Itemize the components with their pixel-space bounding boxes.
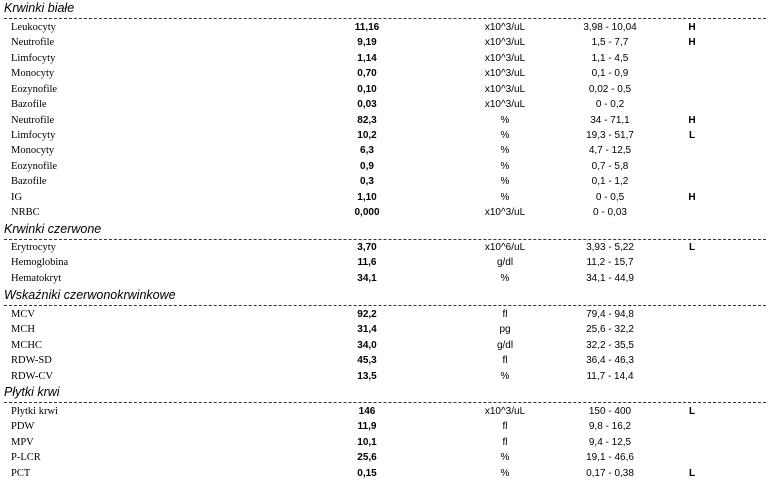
- result-row: [0, 466, 783, 481]
- abnormal-flag: H: [688, 114, 696, 126]
- result-row: [0, 450, 783, 465]
- result-value: 34,0: [357, 339, 377, 351]
- result-unit: x10^3/uL: [484, 83, 526, 95]
- result-unit: g/dl: [496, 257, 514, 269]
- abnormal-flag: [680, 322, 704, 337]
- result-row: [0, 338, 783, 353]
- result-row: [0, 307, 783, 322]
- result-row: [0, 419, 783, 434]
- abnormal-flag: H: [688, 22, 696, 33]
- result-value: 9,19: [357, 37, 377, 49]
- result-row: [0, 353, 783, 368]
- result-unit: fl: [502, 436, 508, 448]
- abnormal-flag: L: [688, 129, 696, 141]
- test-name: Neutrofile: [11, 37, 55, 49]
- test-name: MCHC: [11, 339, 42, 351]
- result-value: 0,15: [357, 467, 377, 479]
- result-unit: x10^3/uL: [484, 406, 526, 417]
- result-unit: x10^3/uL: [484, 207, 526, 219]
- test-name: Limfocyty: [11, 52, 56, 64]
- result-row: [0, 174, 783, 189]
- result-row: [0, 66, 783, 81]
- test-name: P-LCR: [11, 452, 41, 464]
- result-unit: %: [500, 191, 510, 203]
- result-value: 11,9: [357, 421, 377, 433]
- reference-range: 0,7 - 5,8: [591, 160, 629, 172]
- result-value: 34,1: [357, 272, 377, 284]
- result-row: [0, 322, 783, 337]
- result-row: [0, 190, 783, 205]
- result-value: 10,1: [357, 436, 377, 448]
- test-name: Bazofile: [11, 99, 47, 111]
- result-value: 11,16: [354, 22, 380, 33]
- result-unit: fl: [502, 421, 508, 433]
- result-row: [0, 20, 783, 35]
- result-value: 1,14: [357, 52, 377, 64]
- result-unit: x10^3/uL: [484, 68, 526, 80]
- result-value: 0,03: [357, 99, 377, 111]
- result-row: [0, 205, 783, 220]
- result-value: 11,6: [357, 257, 377, 269]
- section-white-cells-title: Krwinki białe: [4, 1, 75, 15]
- test-name: Monocyty: [11, 68, 55, 80]
- result-row: [0, 143, 783, 158]
- reference-range: 11,7 - 14,4: [586, 370, 634, 382]
- test-name: Bazofile: [11, 176, 47, 188]
- result-unit: fl: [502, 309, 508, 320]
- abnormal-flag: [680, 159, 704, 174]
- result-unit: x10^3/uL: [484, 37, 526, 49]
- reference-range: 0,1 - 0,9: [591, 68, 629, 80]
- result-row: [0, 240, 783, 255]
- abnormal-flag: [680, 450, 704, 465]
- abnormal-flag: [680, 353, 704, 368]
- reference-range: 34,1 - 44,9: [586, 272, 634, 284]
- result-unit: x10^6/uL: [484, 242, 526, 253]
- test-name: NRBC: [11, 207, 40, 219]
- result-row: [0, 97, 783, 112]
- test-name: Płytki krwi: [11, 406, 58, 417]
- result-unit: %: [500, 160, 510, 172]
- test-name: Limfocyty: [11, 129, 56, 141]
- result-value: 92,2: [357, 309, 377, 320]
- test-name: MPV: [11, 436, 34, 448]
- reference-range: 79,4 - 94,8: [586, 309, 634, 320]
- result-row: [0, 255, 783, 270]
- result-row: [0, 51, 783, 66]
- reference-range: 11,2 - 15,7: [586, 257, 634, 269]
- section-red-cells-title: Krwinki czerwone: [4, 222, 102, 236]
- reference-range: 3,98 - 10,04: [583, 22, 637, 33]
- result-unit: %: [500, 272, 510, 284]
- abnormal-flag: [680, 435, 704, 450]
- test-name: Neutrofile: [11, 114, 55, 126]
- result-unit: g/dl: [496, 339, 514, 351]
- result-value: 0,10: [357, 83, 377, 95]
- reference-range: 0 - 0,03: [593, 207, 627, 219]
- result-value: 3,70: [357, 242, 377, 253]
- test-name: Eozynofile: [11, 160, 58, 172]
- test-name: RDW-SD: [11, 355, 52, 367]
- result-row: [0, 369, 783, 384]
- test-name: Hematokryt: [11, 272, 62, 284]
- test-name: Erytrocyty: [11, 242, 56, 253]
- result-value: 31,4: [357, 324, 377, 336]
- reference-range: 1,5 - 7,7: [591, 37, 629, 49]
- result-unit: %: [500, 370, 510, 382]
- result-unit: pg: [499, 324, 511, 336]
- result-unit: %: [500, 145, 510, 157]
- result-row: [0, 404, 783, 419]
- result-value: 0,3: [360, 176, 374, 188]
- test-name: IG: [11, 191, 23, 203]
- result-value: 146: [358, 406, 376, 417]
- result-row: [0, 271, 783, 286]
- result-value: 0,70: [357, 68, 377, 80]
- result-unit: x10^3/uL: [484, 22, 526, 33]
- abnormal-flag: [680, 369, 704, 384]
- abnormal-flag: [680, 419, 704, 434]
- reference-range: 19,3 - 51,7: [586, 129, 634, 141]
- reference-range: 0 - 0,2: [595, 99, 625, 111]
- test-name: Leukocyty: [11, 22, 56, 33]
- abnormal-flag: [680, 338, 704, 353]
- test-name: MCV: [11, 309, 35, 320]
- reference-range: 9,8 - 16,2: [588, 421, 632, 433]
- reference-range: 34 - 71,1: [590, 114, 630, 126]
- result-unit: %: [500, 114, 510, 126]
- abnormal-flag: [680, 205, 704, 220]
- result-value: 0,9: [360, 160, 374, 172]
- section-rbc-indices-title: Wskaźniki czerwonokrwinkowe: [4, 288, 176, 302]
- section-divider: [4, 305, 766, 306]
- test-name: MCH: [11, 324, 35, 336]
- abnormal-flag: [680, 51, 704, 66]
- abnormal-flag: H: [688, 37, 696, 49]
- result-value: 45,3: [357, 355, 377, 367]
- result-value: 25,6: [357, 452, 377, 464]
- result-row: [0, 113, 783, 128]
- result-value: 10,2: [357, 129, 377, 141]
- result-value: 13,5: [357, 370, 377, 382]
- reference-range: 19,1 - 46,6: [586, 452, 634, 464]
- reference-range: 4,7 - 12,5: [588, 145, 632, 157]
- reference-range: 25,6 - 32,2: [586, 324, 634, 336]
- test-name: Hemoglobina: [11, 257, 69, 269]
- result-row: [0, 82, 783, 97]
- abnormal-flag: [680, 307, 704, 322]
- abnormal-flag: [680, 271, 704, 286]
- abnormal-flag: [680, 143, 704, 158]
- result-unit: %: [500, 176, 510, 188]
- abnormal-flag: [680, 174, 704, 189]
- test-name: Monocyty: [11, 145, 55, 157]
- reference-range: 3,93 - 5,22: [586, 242, 634, 253]
- result-unit: %: [500, 452, 510, 464]
- abnormal-flag: L: [688, 406, 696, 417]
- result-value: 82,3: [357, 114, 377, 126]
- abnormal-flag: [680, 97, 704, 112]
- result-row: [0, 35, 783, 50]
- test-name: PCT: [11, 467, 31, 479]
- test-name: RDW-CV: [11, 370, 53, 382]
- result-unit: %: [500, 467, 510, 479]
- abnormal-flag: [680, 66, 704, 81]
- result-value: 0,000: [354, 207, 380, 219]
- result-value: 6,3: [360, 145, 374, 157]
- result-unit: x10^3/uL: [484, 99, 526, 111]
- reference-range: 0,17 - 0,38: [586, 467, 634, 479]
- abnormal-flag: L: [688, 467, 696, 479]
- section-platelets-title: Płytki krwi: [4, 385, 60, 399]
- abnormal-flag: H: [688, 191, 696, 203]
- result-row: [0, 435, 783, 450]
- reference-range: 0,1 - 1,2: [591, 176, 629, 188]
- result-row: [0, 159, 783, 174]
- abnormal-flag: [680, 82, 704, 97]
- section-divider: [4, 402, 766, 403]
- abnormal-flag: L: [688, 242, 696, 253]
- abnormal-flag: [680, 255, 704, 270]
- result-value: 1,10: [357, 191, 377, 203]
- reference-range: 0,02 - 0,5: [588, 83, 632, 95]
- reference-range: 9,4 - 12,5: [588, 436, 632, 448]
- reference-range: 32,2 - 35,5: [586, 339, 634, 351]
- test-name: Eozynofile: [11, 83, 58, 95]
- reference-range: 0 - 0,5: [595, 191, 625, 203]
- reference-range: 1,1 - 4,5: [591, 52, 629, 64]
- result-unit: %: [500, 129, 510, 141]
- reference-range: 150 - 400: [588, 406, 632, 417]
- result-unit: x10^3/uL: [484, 52, 526, 64]
- test-name: PDW: [11, 421, 35, 433]
- result-row: [0, 128, 783, 143]
- result-unit: fl: [502, 355, 508, 367]
- reference-range: 36,4 - 46,3: [586, 355, 634, 367]
- section-divider: [4, 18, 766, 19]
